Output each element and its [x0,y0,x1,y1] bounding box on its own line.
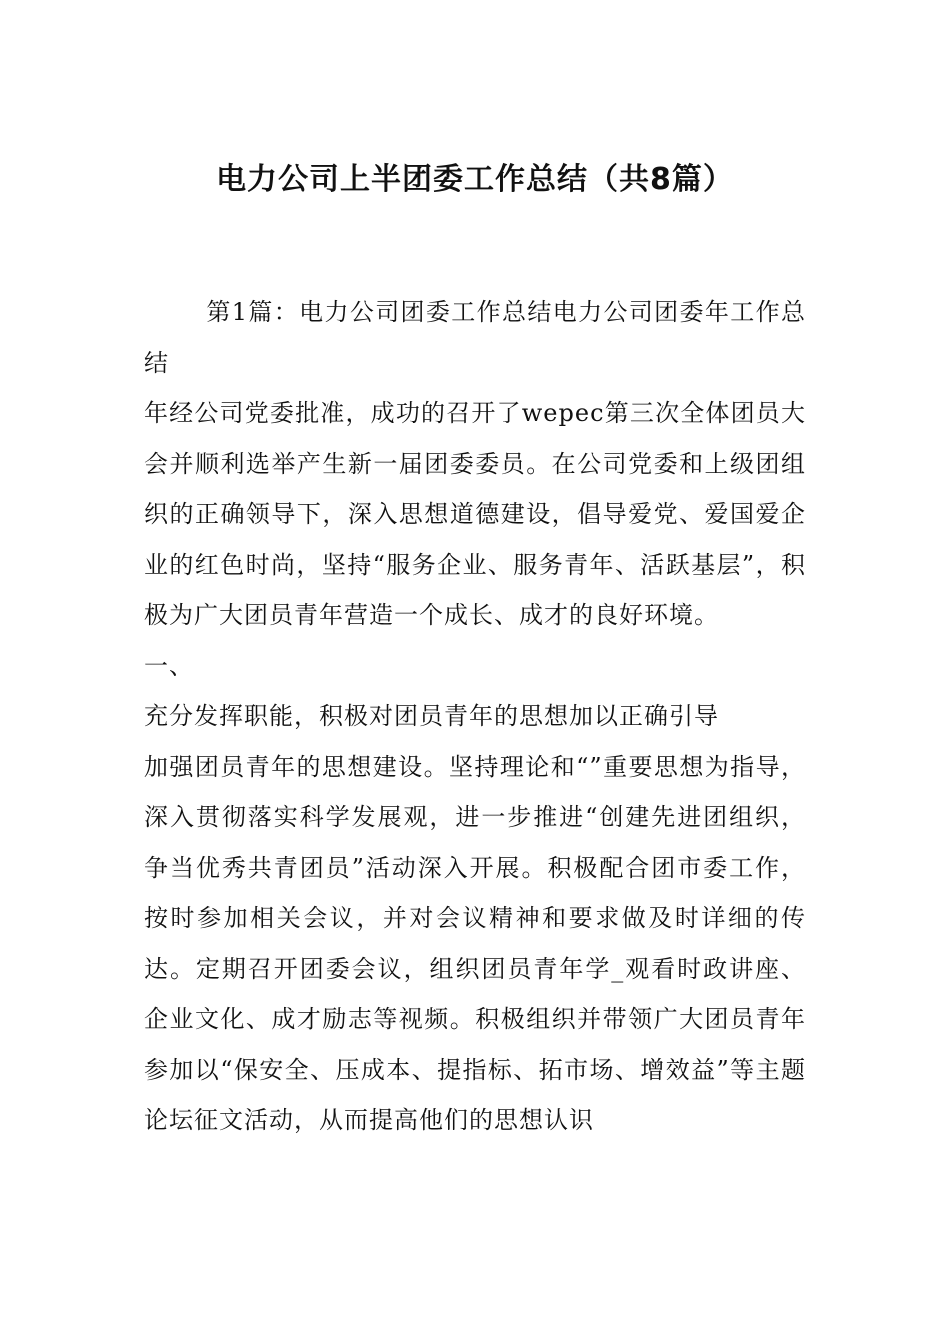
paragraph-section-heading: 充分发挥职能，积极对团员青年的思想加以正确引导 [144,702,719,730]
paragraph-body: 加强团员青年的思想建设。坚持理论和“”重要思想为指导，深入贯彻落实科学发展观，进一步推进“创建先进团组织，争当优秀共青团员”活动深入开展。积极配合团市委工作，按时参加相关会议，并对会议精神和要求做及时详细的传达。定期召开团委会议，组织团员青年学_观看时政讲座、企业文化、成才励志等视频。积极组织并带领广大团员青年参加以“保安全、压成本、提指标、拓市场、增效益”等主题论坛征文活动，从而提高他们的思想认识 [144,752,806,1134]
paragraph-chapter-heading: 第1篇：电力公司团委工作总结电力公司团委年工作总结 [144,298,806,377]
paragraph-intro: 年经公司党委批准，成功的召开了wepec第三次全体团员大会并顺利选举产生新一届团委委员。在公司党委和上级团组织的正确领导下，深入思想道德建设，倡导爱党、爱国爱企业的红色时尚，坚持“服务企业、服务青年、活跃基层”，积极为广大团员青年营造一个成长、成才的良好环境。 [144,399,806,629]
document-title: 电力公司上半团委工作总结（共8篇） [216,162,734,197]
paragraph-section-number: 一、 [144,651,194,680]
document-body [144,287,806,1146]
